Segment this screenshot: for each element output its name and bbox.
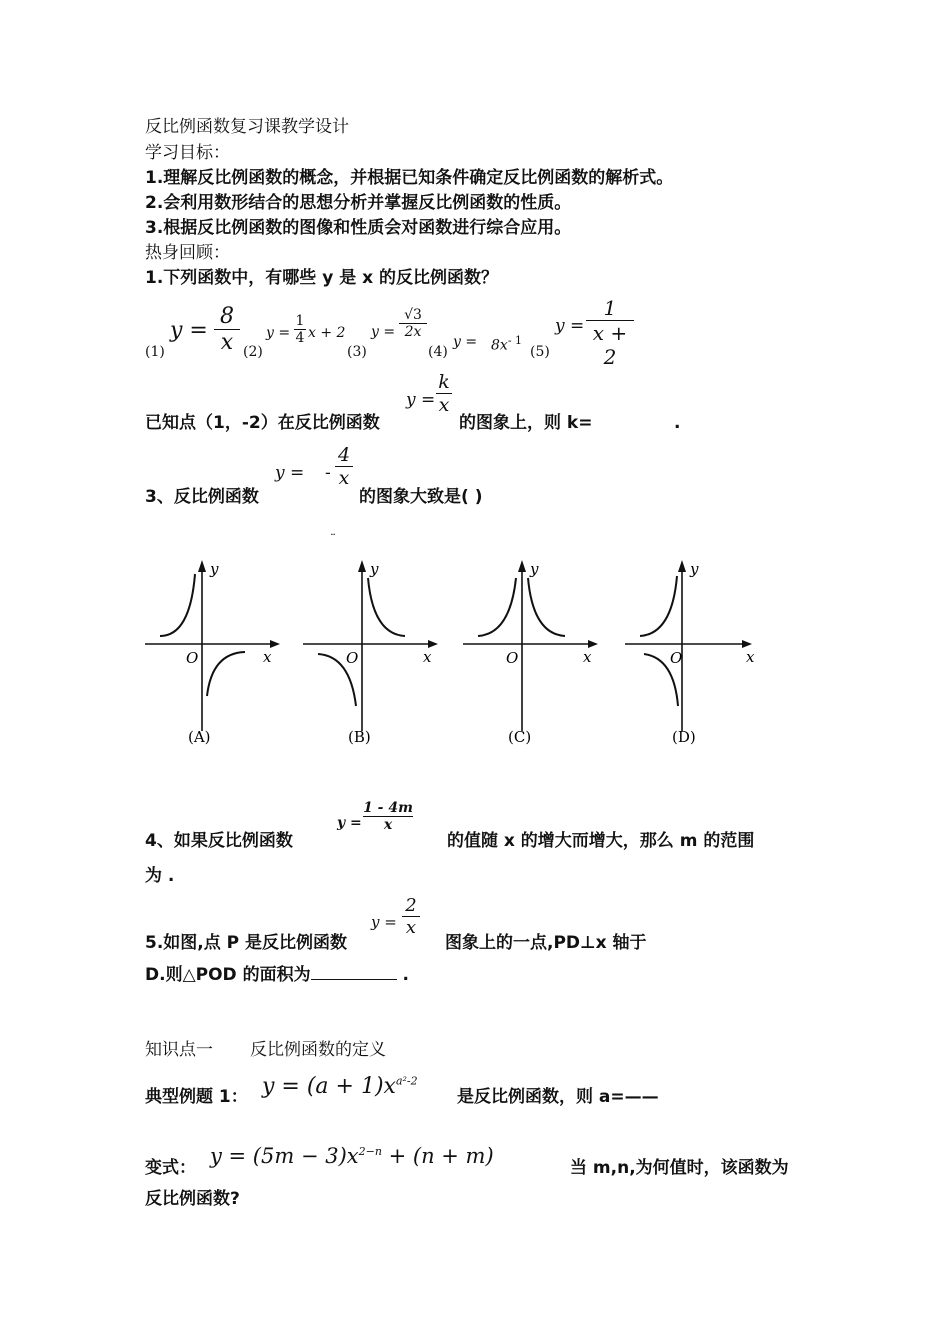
formula-lhs: y = bbox=[371, 913, 397, 931]
example-1-formula: $y = (a + 1)x^{a^2-2}$ bbox=[262, 1074, 418, 1099]
axis-x-label: x bbox=[746, 648, 755, 666]
graph-a bbox=[140, 556, 285, 756]
formula-lhs: y = bbox=[453, 334, 478, 350]
goal-item: 2.会利用数形结合的思想分析并掌握反比例函数的性质。 bbox=[145, 193, 572, 213]
option-label: (4) bbox=[428, 344, 448, 360]
variant-line2: 反比例函数? bbox=[145, 1189, 240, 1209]
axis-y-label: y bbox=[370, 560, 379, 578]
formula-body: $8x^{- 1}$ bbox=[491, 334, 523, 354]
example-1-post: 是反比例函数，则 a=—— bbox=[457, 1087, 659, 1107]
question-5-pre: 5.如图,点 P 是反比例函数 bbox=[145, 933, 348, 953]
page-title: 反比例函数复习课教学设计 bbox=[145, 117, 349, 137]
question-4-line2: 为 . bbox=[145, 866, 175, 886]
fraction: 2 x bbox=[402, 895, 420, 938]
fraction: √3 2x bbox=[399, 307, 427, 340]
stray-mark: ¨ bbox=[330, 532, 336, 546]
example-1-pre: 典型例题 1： bbox=[145, 1087, 248, 1107]
formula-lhs: y = bbox=[337, 815, 362, 831]
variant-post: 当 m,n,为何值时，该函数为 bbox=[570, 1158, 789, 1178]
formula-lhs: y = bbox=[170, 318, 208, 343]
goal-item: 1.理解反比例函数的概念，并根据已知条件确定反比例函数的解析式。 bbox=[145, 168, 674, 188]
fraction: 4 x bbox=[335, 444, 353, 489]
axis-x-label: x bbox=[263, 648, 272, 666]
question-5-post: 图象上的一点,PD⊥x 轴于 bbox=[445, 933, 647, 953]
formula-lhs: y = bbox=[371, 324, 396, 340]
knowledge-heading: 知识点一 bbox=[145, 1040, 213, 1060]
formula-lhs: y = bbox=[406, 390, 436, 410]
knowledge-topic: 反比例函数的定义 bbox=[250, 1040, 386, 1060]
goal-item: 3.根据反比例函数的图像和性质会对函数进行综合应用。 bbox=[145, 218, 572, 238]
variant-pre: 变式： bbox=[145, 1158, 196, 1178]
axis-y-label: y bbox=[210, 560, 219, 578]
fraction: 1 4 bbox=[295, 313, 305, 346]
question-4-post: 的值随 x 的增大而增大，那么 m 的范围 bbox=[447, 831, 755, 851]
question-2-pre: 已知点（1，-2）在反比例函数 bbox=[145, 413, 380, 433]
option-label: (D) bbox=[672, 728, 696, 746]
question-1: 1.下列函数中，有哪些 y 是 x 的反比例函数？ bbox=[145, 268, 499, 288]
fraction: 1 x + 2 bbox=[586, 296, 634, 369]
fraction: 8 x bbox=[214, 304, 240, 355]
axis-y-label: y bbox=[530, 560, 539, 578]
fraction: 1 - 4m x bbox=[363, 800, 413, 833]
formula-sign: - bbox=[325, 463, 331, 483]
question-3-post: 的图象大致是( ) bbox=[359, 487, 483, 507]
origin-label: O bbox=[346, 649, 359, 667]
option-label: (3) bbox=[347, 344, 367, 360]
graph-c bbox=[460, 556, 605, 756]
origin-label: O bbox=[670, 649, 683, 667]
formula-lhs: y = bbox=[266, 325, 291, 341]
goals-heading: 学习目标： bbox=[145, 143, 230, 163]
axis-y-label: y bbox=[690, 560, 699, 578]
warmup-heading: 热身回顾： bbox=[145, 243, 230, 263]
origin-label: O bbox=[506, 649, 519, 667]
option-label: (1) bbox=[145, 344, 165, 360]
origin-label: O bbox=[186, 649, 199, 667]
graph-d bbox=[620, 556, 765, 756]
question-2-end: . bbox=[674, 413, 681, 433]
formula-lhs: y = bbox=[275, 463, 305, 483]
fraction: k x bbox=[436, 371, 452, 416]
question-2-post: 的图象上，则 k= bbox=[459, 413, 593, 433]
question-4-pre: 4、如果反比例函数 bbox=[145, 831, 293, 851]
axis-x-label: x bbox=[583, 648, 592, 666]
formula-rest: x + 2 bbox=[308, 325, 346, 341]
graph-b bbox=[300, 556, 445, 756]
variant-formula: $y = (5m - 3)x^{2-n} + (n + m)$ bbox=[210, 1144, 494, 1168]
option-label: (C) bbox=[508, 728, 532, 746]
answer-blank bbox=[311, 965, 397, 980]
option-label: (2) bbox=[243, 344, 263, 360]
option-label: (B) bbox=[348, 728, 371, 746]
option-label: (A) bbox=[188, 728, 211, 746]
axis-x-label: x bbox=[423, 648, 432, 666]
option-label: (5) bbox=[530, 344, 550, 360]
formula-lhs: y = bbox=[555, 316, 585, 336]
question-5-line2: D.则△POD 的面积为 . bbox=[145, 965, 409, 985]
question-3-pre: 3、反比例函数 bbox=[145, 487, 259, 507]
